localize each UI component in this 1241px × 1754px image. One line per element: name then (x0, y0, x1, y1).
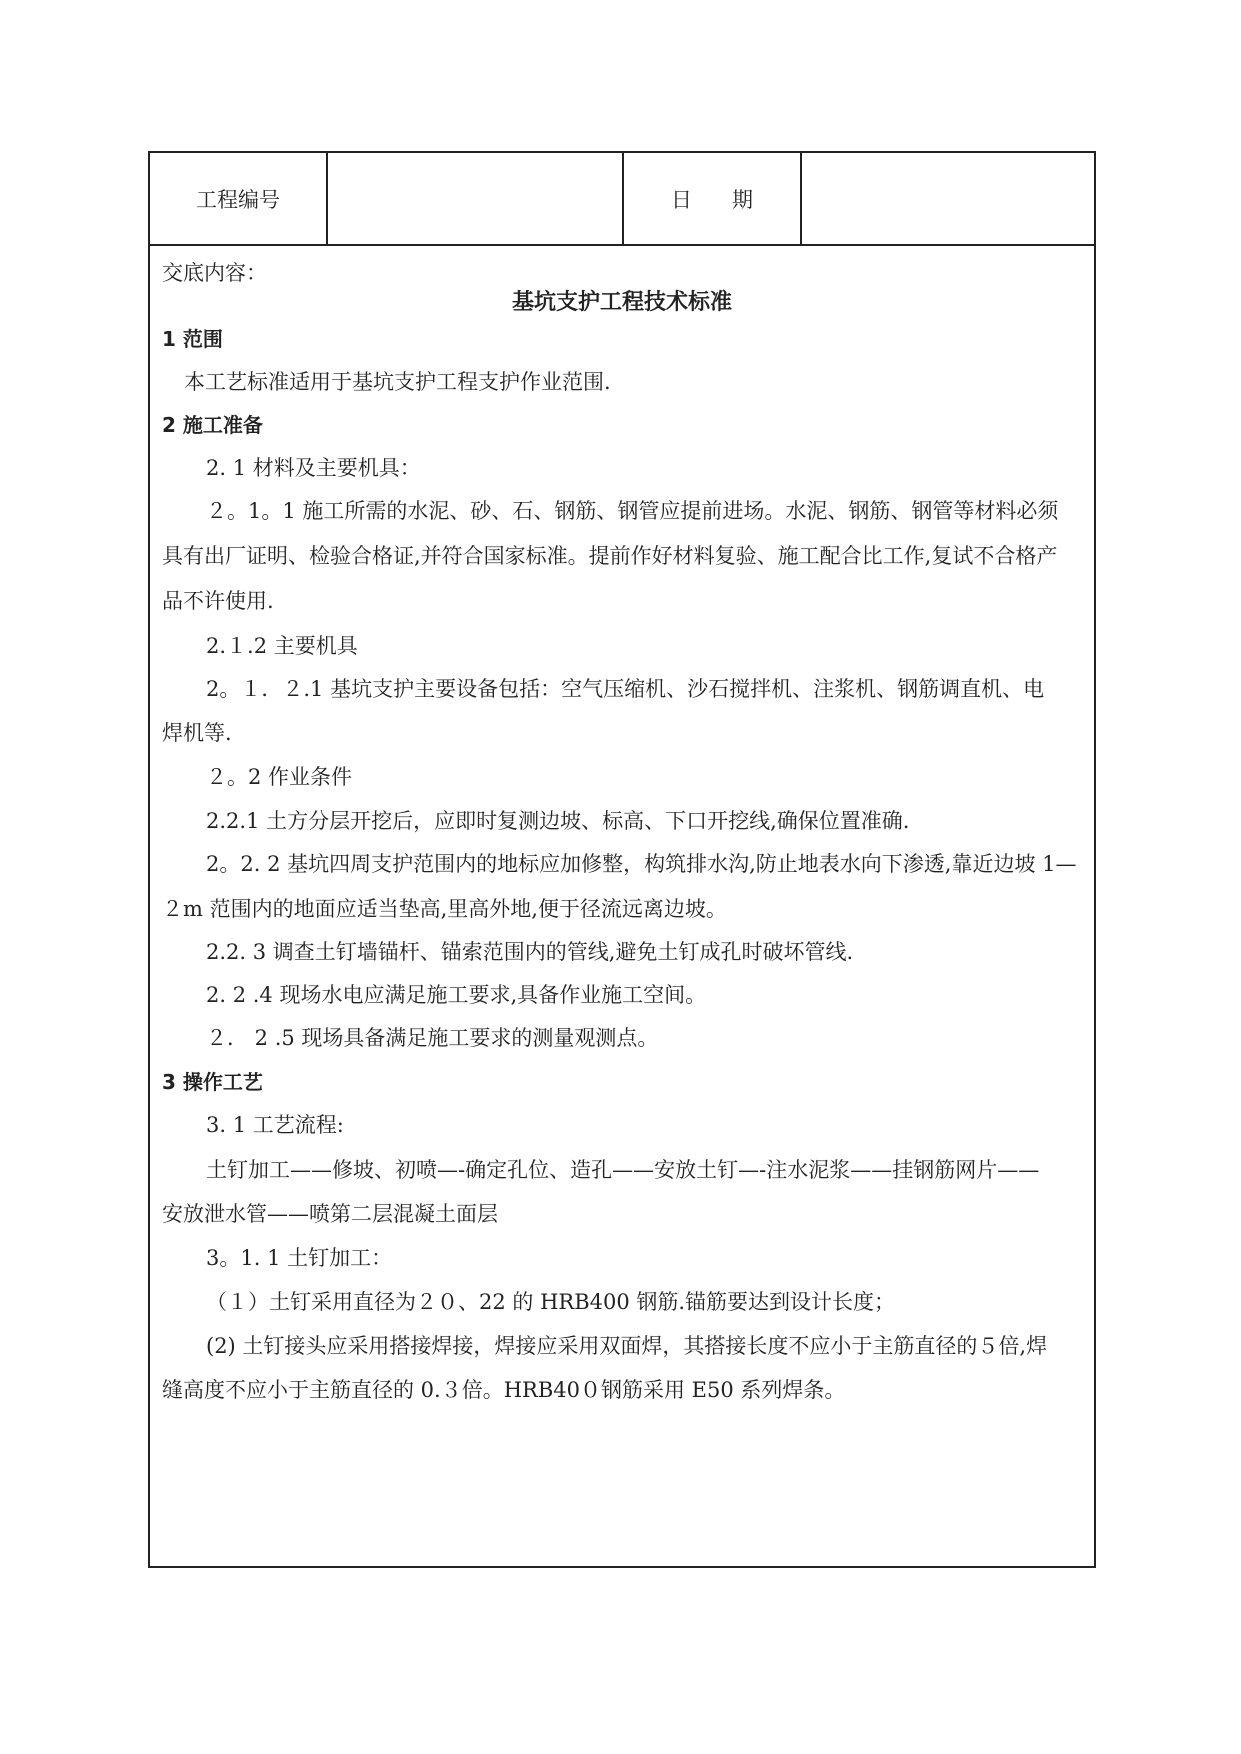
paragraph-line: 2。2. 2 基坑四周支护范围内的地标应加修整，构筑排水沟,防止地表水向下渗透,靠近边坡 1— (206, 852, 1077, 876)
paragraph-line: 2. 1 材料及主要机具： (206, 456, 421, 480)
paragraph-line: （１）土钉采用直径为２０、22 的 HRB400 钢筋.锚筋要达到设计长度； (206, 1290, 896, 1314)
header-row (150, 153, 1094, 246)
paragraph-line: 缝高度不应小于主筋直径的 0.３倍。HRB40０钢筋采用 E50 系列焊条。 (162, 1378, 846, 1402)
paragraph-line: ２m 范围内的地面应适当垫高,里高外地,便于径流远离边坡。 (162, 897, 727, 921)
paragraph-line: 2。１．２.1 基坑支护主要设备包括：空气压缩机、沙石搅拌机、注浆机、钢筋调直机、电 (206, 677, 1045, 701)
paragraph-line: 3. 1 工艺流程: (206, 1113, 344, 1137)
paragraph-line: 焊机等. (162, 721, 232, 745)
section-heading: 1 范围 (162, 327, 223, 351)
date-value (802, 153, 1094, 244)
document-table (148, 151, 1096, 1568)
section-heading: 2 施工准备 (162, 413, 263, 437)
paragraph-line: 2. 2 .4 现场水电应满足施工要求,具备作业施工空间。 (206, 983, 707, 1007)
paragraph-line: ２。1。1 施工所需的水泥、砂、石、钢筋、钢管应提前进场。水泥、钢筋、钢管等材料必须 (206, 499, 1059, 523)
paragraph-line: 2.2. 3 调查土钉墙锚杆、锚索范围内的管线,避免土钉成孔时破坏管线. (206, 940, 854, 964)
paragraph-line: 品不许使用. (162, 589, 274, 613)
paragraph-line: 3。1. 1 土钉加工： (206, 1246, 393, 1270)
date-label: 日期 (671, 187, 793, 212)
paragraph-line: 安放泄水管——喷第二层混凝土面层 (162, 1202, 498, 1226)
paragraph-line: 2.2.1 土方分层开挖后，应即时复测边坡、标高、下口开挖线,确保位置准确. (206, 809, 910, 833)
paragraph-line: 土钉加工——修坡、初喷—-确定孔位、造孔——安放土钉—-注水泥浆——挂钢筋网片—— (206, 1158, 1040, 1182)
document-title: 基坑支护工程技术标准 (511, 290, 732, 315)
date-label-cell (624, 153, 802, 244)
paragraph-line: (2) 土钉接头应采用搭接焊接，焊接应采用双面焊，其搭接长度不应小于主筋直径的５倍,焊 (206, 1334, 1048, 1358)
project-number-label: 工程编号 (150, 153, 328, 244)
paragraph-line: 具有出厂证明、检验合格证,并符合国家标准。提前作好材料复验、施工配合比工作,复试不合格产 (162, 544, 1058, 568)
project-number-value (328, 153, 624, 244)
section-heading: 3 操作工艺 (162, 1070, 263, 1094)
paragraph-line: 2.１.2 主要机具 (206, 634, 358, 658)
content-label: 交底内容： (162, 261, 267, 285)
paragraph-line: 本工艺标准适用于基坑支护工程支护作业范围. (184, 370, 611, 394)
paragraph-line: ２。2 作业条件 (206, 765, 353, 789)
paragraph-line: ２． 2 .5 现场具备满足施工要求的测量观测点。 (206, 1026, 659, 1050)
